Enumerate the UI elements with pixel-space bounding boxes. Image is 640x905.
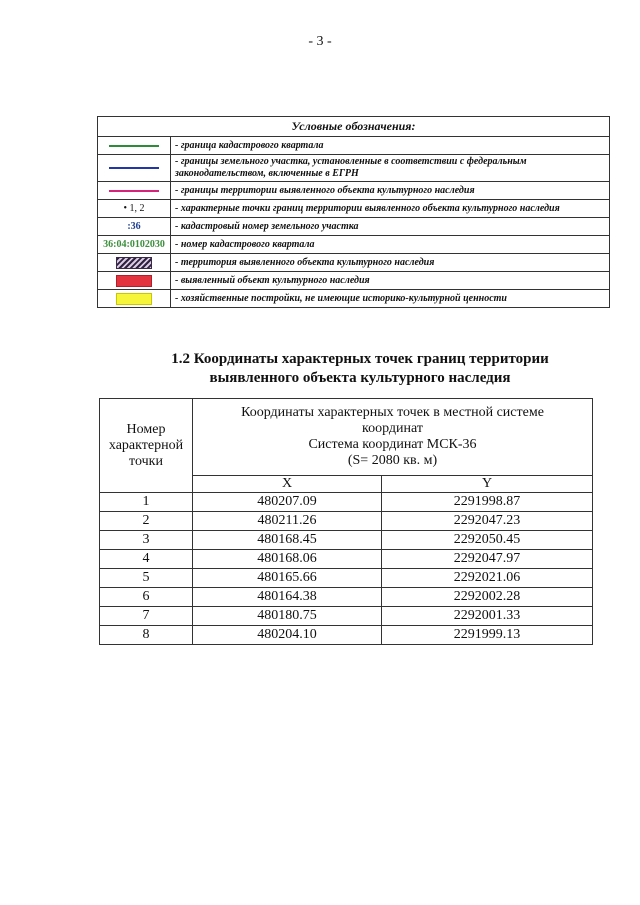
section-title (130, 350, 590, 388)
hatch-swatch-icon (116, 257, 152, 269)
page-number: - 3 - (308, 34, 332, 49)
x-cell: 480168.45 (193, 531, 382, 550)
green-line-icon (109, 145, 159, 147)
y-cell: 2291998.87 (382, 493, 593, 512)
point-number-cell: 5 (100, 569, 193, 588)
legend-symbol-heritage-boundary-line (98, 182, 171, 200)
coordinates-table (99, 398, 593, 645)
legend-title: Условные обозначения: (98, 117, 610, 137)
x-cell: 480211.26 (193, 512, 382, 531)
cadastral-number-sample: :36 (127, 221, 141, 232)
legend-symbol-outbuildings (98, 290, 171, 308)
legend-desc: - граница кадастрового квартала (171, 137, 610, 155)
y-cell: 2292001.33 (382, 607, 593, 626)
section-title-line1: 1.2 Координаты характерных точек границ территории (171, 351, 549, 367)
legend-symbol-cadastral-number (98, 218, 171, 236)
x-cell: 480168.06 (193, 550, 382, 569)
quarter-number-sample: 36:04:0102030 (103, 239, 165, 250)
table-row (100, 588, 593, 607)
header-line: характерной (108, 437, 184, 453)
header-line: точки (129, 453, 163, 469)
x-cell: 480180.75 (193, 607, 382, 626)
x-cell: 480207.09 (193, 493, 382, 512)
table-row (100, 531, 593, 550)
point-number-header (100, 399, 193, 493)
blue-line-icon (109, 167, 159, 169)
x-cell: 480165.66 (193, 569, 382, 588)
table-row (100, 607, 593, 626)
table-row (100, 626, 593, 645)
legend-desc: - выявленный объект культурного наследия (171, 272, 610, 290)
legend-desc: - характерные точки границ территории выявленного объекта культурного наследия (171, 200, 610, 218)
legend-desc: - хозяйственные постройки, не имеющие историко-культурной ценности (171, 290, 610, 308)
x-cell: 480204.10 (193, 626, 382, 645)
section-title-line2: выявленного объекта культурного наследия (209, 370, 511, 386)
y-cell: 2292050.45 (382, 531, 593, 550)
legend-symbol-cadastral-quarter-line (98, 137, 171, 155)
y-cell: 2292047.23 (382, 512, 593, 531)
coordinates-header (193, 399, 593, 476)
legend-desc: - номер кадастрового квартала (171, 236, 610, 254)
legend-desc: - границы земельного участка, установленные в соответствии с федеральным законодательством, включенные в ЕГРН (171, 155, 610, 182)
point-number-cell: 6 (100, 588, 193, 607)
point-number-cell: 7 (100, 607, 193, 626)
y-cell: 2292047.97 (382, 550, 593, 569)
point-number-cell: 8 (100, 626, 193, 645)
magenta-line-icon (109, 190, 159, 192)
legend-desc: - кадастровый номер земельного участка (171, 218, 610, 236)
point-number-cell: 3 (100, 531, 193, 550)
x-column-header: X (193, 476, 382, 493)
x-cell: 480164.38 (193, 588, 382, 607)
y-cell: 2292002.28 (382, 588, 593, 607)
point-number-cell: 4 (100, 550, 193, 569)
legend-desc: - границы территории выявленного объекта культурного наследия (171, 182, 610, 200)
legend-symbol-land-plot-line (98, 155, 171, 182)
legend-desc: - территория выявленного объекта культурного наследия (171, 254, 610, 272)
point-marker-icon: • 1, 2 (123, 203, 145, 214)
y-cell: 2292021.06 (382, 569, 593, 588)
table-row (100, 550, 593, 569)
y-column-header: Y (382, 476, 593, 493)
legend-symbol-points (98, 200, 171, 218)
table-row (100, 493, 593, 512)
legend-symbol-territory-hatch (98, 254, 171, 272)
legend-symbol-quarter-number (98, 236, 171, 254)
table-row (100, 512, 593, 531)
header-line: Номер (126, 421, 166, 437)
yellow-swatch-icon (116, 293, 152, 305)
point-number-cell: 1 (100, 493, 193, 512)
table-row (100, 569, 593, 588)
legend-symbol-heritage-object (98, 272, 171, 290)
point-number-cell: 2 (100, 512, 193, 531)
header-line: Координаты характерных точек в местной системе (241, 405, 544, 420)
header-line: (S= 2080 кв. м) (347, 453, 438, 468)
header-line: Система координат МСК-36 (308, 437, 477, 452)
red-swatch-icon (116, 275, 152, 287)
header-line: координат (362, 421, 423, 436)
y-cell: 2291999.13 (382, 626, 593, 645)
legend-table (97, 116, 610, 308)
